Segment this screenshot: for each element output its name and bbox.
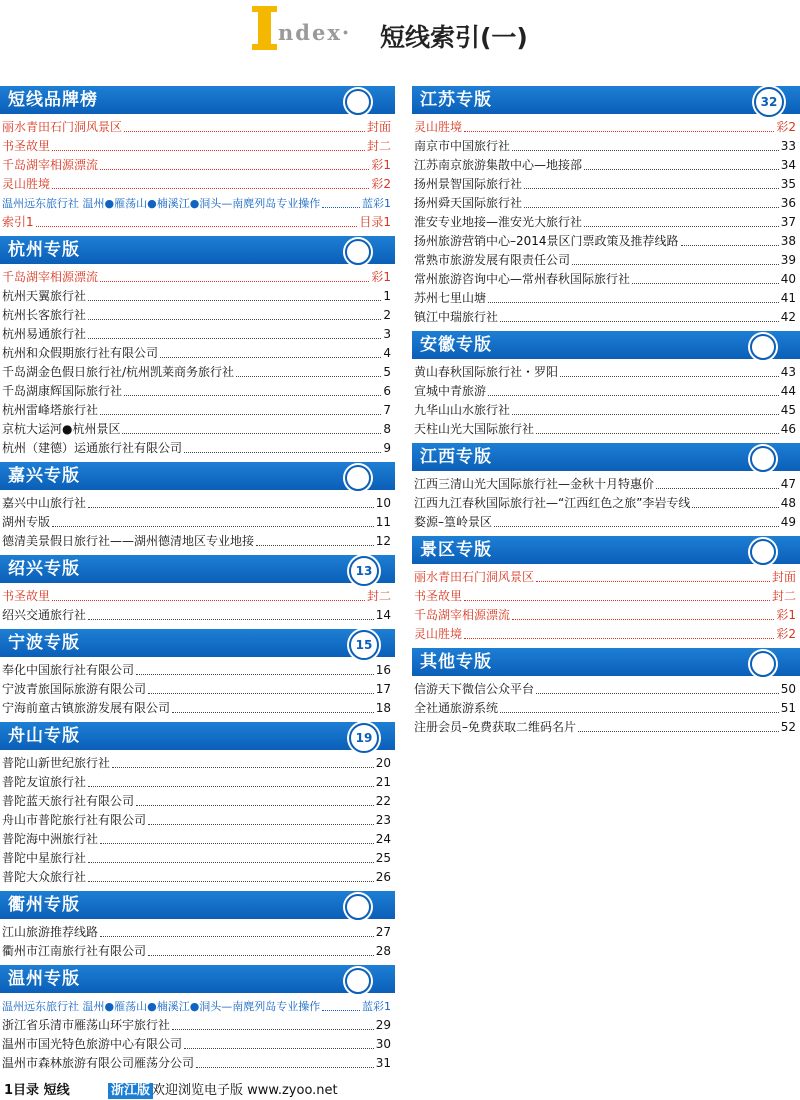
entry-page: 8	[383, 422, 391, 436]
section-title: 江苏专版	[420, 90, 492, 110]
dot-leader	[681, 245, 779, 246]
index-entry[interactable]	[0, 1035, 395, 1054]
entry-page: 50	[780, 682, 796, 696]
entry-title: 九华山山水旅行社	[414, 403, 511, 417]
entry-page: 彩1	[776, 608, 796, 622]
entry-title: 绍兴交通旅行社	[2, 608, 87, 622]
entry-title: 京杭大运河●杭州景区	[2, 422, 121, 436]
entry-title: 书圣故里	[2, 589, 51, 603]
entry-page: 11	[375, 515, 391, 529]
entry-title: 宁波青旅国际旅游有限公司	[2, 682, 147, 696]
footer-page-label: 1目录 短线	[4, 1083, 70, 1098]
dot-leader	[524, 188, 779, 189]
entry-title: 天柱山光大国际旅行社	[414, 422, 535, 436]
dot-leader	[136, 674, 374, 675]
index-entry[interactable]	[412, 308, 800, 327]
entry-title: 书圣故里	[414, 589, 463, 603]
entry-title: 全社通旅游系统	[414, 701, 499, 715]
dot-leader	[148, 955, 374, 956]
entry-page: 14	[375, 608, 391, 622]
entry-title: 灵山胜境	[414, 120, 463, 134]
entry-page: 49	[780, 515, 796, 529]
entry-page: 蓝彩1	[362, 1000, 391, 1013]
entry-title: 扬州舜天国际旅行社	[414, 196, 523, 210]
entry-page: 封面	[771, 570, 796, 584]
entry-title: 千岛湖康辉国际旅行社	[2, 384, 123, 398]
index-entry[interactable]	[0, 1016, 395, 1035]
page-badge: 15	[349, 630, 379, 660]
section-header	[0, 722, 395, 750]
entry-page: 27	[375, 925, 391, 939]
index-entry[interactable]	[0, 699, 395, 718]
index-entry[interactable]	[0, 830, 395, 849]
entry-page: 30	[375, 1037, 391, 1051]
entry-page: 6	[383, 384, 391, 398]
page-badge: 13	[349, 556, 379, 586]
index-entry[interactable]	[412, 175, 800, 194]
index-entry[interactable]	[0, 849, 395, 868]
entry-title: 奉化中国旅行社有限公司	[2, 663, 135, 677]
dot-leader	[572, 264, 779, 265]
index-entry[interactable]	[412, 401, 800, 420]
entry-page: 9	[383, 441, 391, 455]
page-badge	[345, 89, 371, 115]
entry-page: 36	[780, 196, 796, 210]
section-header	[0, 462, 395, 490]
section-header	[0, 965, 395, 993]
section-header	[0, 236, 395, 264]
entry-title: 丽水青田石门洞风景区	[414, 570, 535, 584]
dot-leader	[536, 581, 770, 582]
index-entry[interactable]	[412, 251, 800, 270]
index-entry[interactable]	[0, 306, 395, 325]
section-title: 宁波专版	[8, 633, 80, 653]
dot-leader	[100, 843, 374, 844]
entry-title: 浙江省乐清市雁荡山环宇旅行社	[2, 1018, 171, 1032]
section-header	[412, 86, 800, 114]
index-entry[interactable]	[0, 811, 395, 830]
entry-page: 38	[780, 234, 796, 248]
page-badge	[345, 239, 371, 265]
index-entry[interactable]	[412, 270, 800, 289]
dot-leader	[536, 433, 779, 434]
index-entry[interactable]	[412, 118, 800, 137]
entry-title: 杭州长客旅行社	[2, 308, 87, 322]
page-title	[0, 0, 800, 62]
entry-title: 温州远东旅行社 温州●雁荡山●楠溪江●洞头—南麂列岛专业操作	[2, 1000, 321, 1013]
entry-page: 16	[375, 663, 391, 677]
entry-title: 普陀友谊旅行社	[2, 775, 87, 789]
index-entry[interactable]	[412, 289, 800, 308]
index-entry[interactable]	[0, 923, 395, 942]
index-entry[interactable]	[0, 287, 395, 306]
index-entry[interactable]	[0, 754, 395, 773]
dot-leader	[500, 321, 779, 322]
dot-leader	[122, 433, 381, 434]
section-header	[412, 648, 800, 676]
entry-page: 29	[375, 1018, 391, 1032]
page-badge	[750, 446, 776, 472]
dot-leader	[512, 619, 774, 620]
index-entry[interactable]	[412, 568, 800, 587]
entry-title: 江山旅游推荐线路	[2, 925, 99, 939]
entry-title: 江苏南京旅游集散中心—地接部	[414, 158, 583, 172]
section-title: 温州专版	[8, 969, 80, 989]
index-entry[interactable]	[0, 363, 395, 382]
page-badge	[750, 334, 776, 360]
entry-page: 封面	[366, 120, 391, 134]
index-entry[interactable]	[0, 792, 395, 811]
index-entry[interactable]	[0, 868, 395, 887]
dot-leader	[160, 357, 381, 358]
entry-title: 千岛湖金色假日旅行社/杭州凯莱商务旅行社	[2, 365, 235, 379]
entry-page: 45	[780, 403, 796, 417]
dot-leader	[172, 712, 374, 713]
entry-title: 南京市中国旅行社	[414, 139, 511, 153]
entry-page: 23	[375, 813, 391, 827]
index-entry[interactable]	[0, 137, 395, 156]
entry-title: 温州市森林旅游有限公司雁荡分公司	[2, 1056, 195, 1070]
section-title: 短线品牌榜	[8, 90, 98, 110]
dot-leader	[88, 300, 381, 301]
entry-title: 扬州景智国际旅行社	[414, 177, 523, 191]
index-entry[interactable]	[0, 194, 395, 213]
entry-page: 21	[375, 775, 391, 789]
entry-title: 德清美景假日旅行社——湖州德清地区专业地接	[2, 534, 255, 548]
entry-title: 温州远东旅行社 温州●雁荡山●楠溪江●洞头—南麂列岛专业操作	[2, 197, 321, 210]
dot-leader	[136, 805, 374, 806]
dot-leader	[100, 936, 374, 937]
entry-title: 江西九江春秋国际旅行社—“江西红色之旅”李岩专线	[414, 496, 691, 510]
dot-leader	[124, 395, 381, 396]
index-entry[interactable]	[412, 475, 800, 494]
page-badge	[750, 539, 776, 565]
index-entry[interactable]	[412, 699, 800, 718]
section-gap	[0, 1073, 395, 1077]
dot-leader	[100, 169, 369, 170]
title-chinese: 短线索引(一)	[380, 23, 528, 52]
entry-page: 39	[780, 253, 796, 267]
entry-page: 46	[780, 422, 796, 436]
dot-leader	[52, 150, 365, 151]
entry-title: 嘉兴中山旅行社	[2, 496, 87, 510]
index-entry[interactable]	[412, 513, 800, 532]
index-entry[interactable]	[0, 942, 395, 961]
entry-title: 杭州天翼旅行社	[2, 289, 87, 303]
index-entry[interactable]	[0, 382, 395, 401]
section-title: 杭州专版	[8, 240, 80, 260]
page-badge	[345, 894, 371, 920]
section-title: 景区专版	[420, 540, 492, 560]
index-entry[interactable]	[0, 118, 395, 137]
entry-title: 普陀蓝天旅行社有限公司	[2, 794, 135, 808]
entry-title: 普陀海中洲旅行社	[2, 832, 99, 846]
index-entry[interactable]	[0, 401, 395, 420]
section-header	[0, 555, 395, 583]
entry-page: 彩2	[371, 177, 391, 191]
dot-leader	[464, 131, 774, 132]
index-entry[interactable]	[0, 773, 395, 792]
index-entry[interactable]	[412, 625, 800, 644]
index-entry[interactable]	[0, 325, 395, 344]
dot-leader	[536, 693, 779, 694]
dot-leader	[464, 638, 774, 639]
page-badge	[750, 651, 776, 677]
index-entry[interactable]	[0, 156, 395, 175]
entry-page: 3	[383, 327, 391, 341]
index-entry[interactable]	[0, 997, 395, 1016]
section-title: 绍兴专版	[8, 559, 80, 579]
dot-leader	[656, 488, 779, 489]
entry-page: 35	[780, 177, 796, 191]
index-entry[interactable]	[0, 213, 395, 232]
entry-title: 信游天下微信公众平台	[414, 682, 535, 696]
entry-title: 注册会员–免费获取二维码名片	[414, 720, 577, 734]
left-column	[0, 86, 395, 1077]
entry-page: 1	[383, 289, 391, 303]
dot-leader	[464, 600, 770, 601]
dot-leader	[524, 207, 779, 208]
dot-leader	[578, 731, 779, 732]
dot-leader	[100, 281, 369, 282]
index-entry[interactable]	[412, 680, 800, 699]
dot-leader	[196, 1067, 374, 1068]
dot-leader	[322, 207, 360, 208]
entry-title: 灵山胜境	[2, 177, 51, 191]
entry-page: 封二	[366, 589, 391, 603]
index-entry[interactable]	[0, 606, 395, 625]
title-english: ndex·	[278, 20, 352, 45]
index-entry[interactable]	[0, 344, 395, 363]
dot-leader	[88, 862, 374, 863]
section-title: 舟山专版	[8, 726, 80, 746]
entry-title: 灵山胜境	[414, 627, 463, 641]
dot-leader	[36, 226, 358, 227]
section-header	[412, 443, 800, 471]
section-header	[412, 536, 800, 564]
entry-page: 26	[375, 870, 391, 884]
dot-leader	[88, 319, 381, 320]
entry-title: 书圣故里	[2, 139, 51, 153]
section-title: 嘉兴专版	[8, 466, 80, 486]
page-footer	[0, 1082, 800, 1100]
entry-title: 淮安专业地接—淮安光大旅行社	[414, 215, 583, 229]
index-entry[interactable]	[0, 420, 395, 439]
entry-title: 黄山春秋国际旅行社・罗阳	[414, 365, 559, 379]
entry-page: 蓝彩1	[362, 197, 391, 210]
entry-title: 千岛湖宰相源漂流	[2, 158, 99, 172]
dot-leader	[256, 545, 374, 546]
dot-leader	[52, 600, 365, 601]
entry-title: 温州市国光特色旅游中心有限公司	[2, 1037, 183, 1051]
dot-leader	[184, 1048, 374, 1049]
dot-leader	[322, 1010, 360, 1011]
section-title: 江西专版	[420, 447, 492, 467]
entry-title: 湖州专版	[2, 515, 51, 529]
entry-page: 48	[780, 496, 796, 510]
entry-page: 10	[375, 496, 391, 510]
title-initial-i	[258, 6, 271, 50]
dot-leader	[488, 302, 779, 303]
entry-title: 普陀大众旅行社	[2, 870, 87, 884]
entry-title: 宁海前童古镇旅游发展有限公司	[2, 701, 171, 715]
page-badge	[345, 968, 371, 994]
entry-page: 44	[780, 384, 796, 398]
dot-leader	[148, 824, 374, 825]
entry-title: 宣城中青旅游	[414, 384, 487, 398]
dot-leader	[560, 376, 779, 377]
entry-page: 彩2	[776, 627, 796, 641]
entry-title: 普陀中星旅行社	[2, 851, 87, 865]
entry-title: 舟山市普陀旅行社有限公司	[2, 813, 147, 827]
index-entry[interactable]	[412, 494, 800, 513]
section-title: 衢州专版	[8, 895, 80, 915]
entry-page: 41	[780, 291, 796, 305]
entry-page: 51	[780, 701, 796, 715]
dot-leader	[52, 526, 374, 527]
dot-leader	[148, 693, 374, 694]
entry-page: 25	[375, 851, 391, 865]
index-entry[interactable]	[0, 268, 395, 287]
dot-leader	[632, 283, 779, 284]
section-header	[0, 86, 395, 114]
dot-leader	[500, 712, 779, 713]
dot-leader	[52, 188, 369, 189]
entry-page: 33	[780, 139, 796, 153]
section-gap	[412, 737, 800, 741]
dot-leader	[488, 395, 779, 396]
entry-page: 彩1	[371, 270, 391, 284]
entry-page: 18	[375, 701, 391, 715]
index-entry[interactable]	[412, 420, 800, 439]
page-badge: 19	[349, 723, 379, 753]
entry-page: 24	[375, 832, 391, 846]
entry-title: 普陀山新世纪旅行社	[2, 756, 111, 770]
dot-leader	[512, 150, 779, 151]
entry-page: 目录1	[359, 215, 391, 229]
entry-page: 52	[780, 720, 796, 734]
section-header	[0, 891, 395, 919]
dot-leader	[112, 767, 374, 768]
dot-leader	[512, 414, 779, 415]
index-entry[interactable]	[412, 156, 800, 175]
entry-title: 苏州七里山塘	[414, 291, 487, 305]
index-entry[interactable]	[412, 232, 800, 251]
index-entry[interactable]	[0, 1054, 395, 1073]
entry-title: 杭州雷峰塔旅行社	[2, 403, 99, 417]
entry-title: 衢州市江南旅行社有限公司	[2, 944, 147, 958]
entry-page: 5	[383, 365, 391, 379]
entry-page: 2	[383, 308, 391, 322]
entry-page: 31	[375, 1056, 391, 1070]
entry-page: 37	[780, 215, 796, 229]
page-badge: 32	[754, 87, 784, 117]
index-entry[interactable]	[412, 363, 800, 382]
entry-title: 千岛湖宰相源漂流	[414, 608, 511, 622]
dot-leader	[584, 226, 779, 227]
entry-page: 4	[383, 346, 391, 360]
index-entry[interactable]	[0, 439, 395, 458]
entry-page: 封二	[771, 589, 796, 603]
index-entry[interactable]	[412, 137, 800, 156]
page-badge	[345, 465, 371, 491]
entry-title: 江西三清山光大国际旅行社—金秋十月特惠价	[414, 477, 655, 491]
entry-title: 丽水青田石门洞风景区	[2, 120, 123, 134]
index-entry[interactable]	[412, 606, 800, 625]
section-title: 其他专版	[420, 652, 492, 672]
dot-leader	[88, 619, 374, 620]
dot-leader	[88, 507, 374, 508]
entry-page: 22	[375, 794, 391, 808]
dot-leader	[584, 169, 779, 170]
entry-title: 杭州易通旅行社	[2, 327, 87, 341]
entry-title: 常州旅游咨询中心—常州春秋国际旅行社	[414, 272, 631, 286]
entry-title: 千岛湖宰相源漂流	[2, 270, 99, 284]
index-entry[interactable]	[0, 513, 395, 532]
index-entry[interactable]	[412, 194, 800, 213]
entry-page: 34	[780, 158, 796, 172]
index-entry[interactable]	[412, 213, 800, 232]
index-entry[interactable]	[412, 587, 800, 606]
index-entry[interactable]	[0, 587, 395, 606]
entry-page: 47	[780, 477, 796, 491]
right-column	[412, 86, 800, 741]
index-entry[interactable]	[0, 680, 395, 699]
index-entry[interactable]	[0, 494, 395, 513]
dot-leader	[172, 1029, 374, 1030]
dot-leader	[88, 881, 374, 882]
footer-website: 欢迎浏览电子版 www.zyoo.net	[152, 1083, 338, 1098]
entry-title: 杭州（建德）运通旅行社有限公司	[2, 441, 183, 455]
dot-leader	[88, 786, 374, 787]
entry-page: 封二	[366, 139, 391, 153]
entry-page: 43	[780, 365, 796, 379]
footer-edition-tag: 浙江版	[108, 1083, 153, 1099]
dot-leader	[88, 338, 381, 339]
dot-leader	[494, 526, 779, 527]
entry-page: 17	[375, 682, 391, 696]
index-entry[interactable]	[0, 175, 395, 194]
index-entry[interactable]	[0, 532, 395, 551]
entry-page: 彩2	[776, 120, 796, 134]
section-header	[412, 331, 800, 359]
entry-title: 索引1	[2, 215, 34, 229]
entry-page: 7	[383, 403, 391, 417]
entry-page: 40	[780, 272, 796, 286]
section-header	[0, 629, 395, 657]
entry-title: 镇江中瑞旅行社	[414, 310, 499, 324]
entry-title: 婺源–篁岭景区	[414, 515, 493, 529]
index-entry[interactable]	[412, 718, 800, 737]
dot-leader	[184, 452, 381, 453]
entry-title: 扬州旅游营销中心–2014景区门票政策及推荐线路	[414, 234, 679, 248]
entry-page: 12	[375, 534, 391, 548]
entry-page: 彩1	[371, 158, 391, 172]
entry-page: 28	[375, 944, 391, 958]
dot-leader	[236, 376, 381, 377]
dot-leader	[100, 414, 381, 415]
entry-title: 常熟市旅游发展有限责任公司	[414, 253, 571, 267]
dot-leader	[692, 507, 778, 508]
section-title: 安徽专版	[420, 335, 492, 355]
dot-leader	[124, 131, 365, 132]
index-entry[interactable]	[412, 382, 800, 401]
entry-title: 杭州和众假期旅行社有限公司	[2, 346, 159, 360]
entry-page: 42	[780, 310, 796, 324]
index-entry[interactable]	[0, 661, 395, 680]
entry-page: 20	[375, 756, 391, 770]
